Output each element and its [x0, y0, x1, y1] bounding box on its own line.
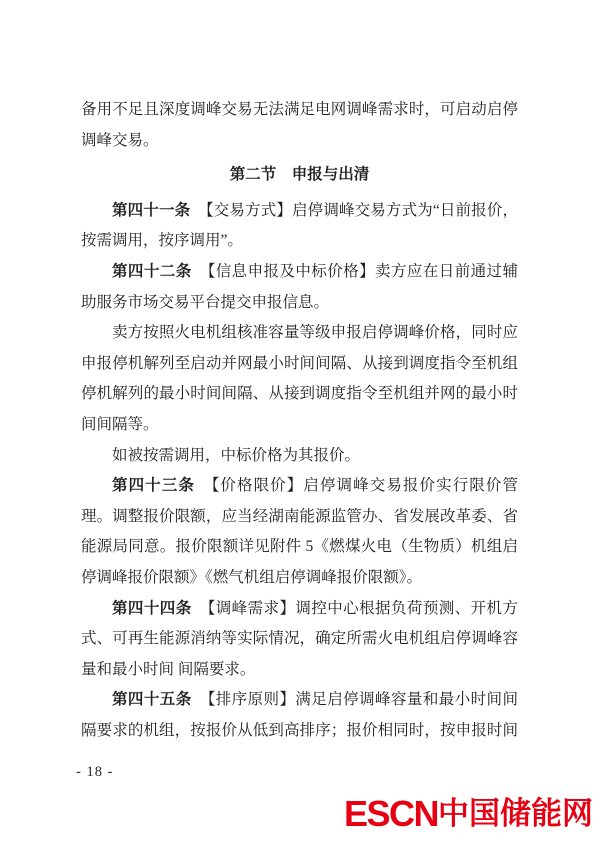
article-number: 第四十一条 [112, 201, 206, 219]
text-line [81, 257, 518, 288]
logo-cjk-text: 中国储能网 [438, 796, 593, 831]
text-line [81, 318, 518, 349]
text-line [81, 532, 518, 563]
logo-latin-text: ESCN [343, 793, 438, 834]
text-line [81, 563, 518, 594]
text-segment: 停机解列的最小时间间隔、从接到调度指令至机组并网的最小时 [81, 385, 518, 403]
text-segment: 式、可再生能源消纳等实际情况，确定所需火电机组启停调峰容 [81, 630, 518, 648]
text-segment: 备用不足且深度调峰交易无法满足电网调峰需求时，可启动启停 [81, 101, 518, 118]
text-segment: 【信息申报及中标价格】卖方应在日前通过辅 [207, 262, 518, 280]
text-segment: 【价格限价】启停调峰交易报价实行限价管 [211, 477, 518, 495]
text-segment: 助服务市场交易平台提交申报信息。 [81, 293, 330, 311]
text-segment: 停调峰报价限额》《燃气机组启停调峰报价限额》。 [81, 568, 423, 586]
text-line [81, 95, 518, 126]
text-segment: 【调峰需求】调控中心根据负荷预测、开机方 [207, 599, 518, 617]
text-line [81, 196, 518, 227]
section-heading [81, 160, 518, 191]
article-number: 第四十五条 [112, 691, 208, 709]
text-line [81, 226, 518, 257]
text-segment: 调峰交易。 [81, 131, 159, 149]
text-line [81, 410, 518, 441]
text-line [81, 655, 518, 686]
text-segment: 能源局同意。报价限额详见附件 5《燃煤火电（生物质）机组启 [81, 538, 518, 556]
text-segment: 理。调整报价限额，应当经湖南能源监管办、省发展改革委、省 [81, 507, 518, 525]
text-segment: 【交易方式】启停调峰交易方式为“日前报价， [205, 201, 518, 219]
text-line [81, 685, 518, 716]
escn-logo [344, 795, 593, 833]
text-line [81, 716, 518, 747]
text-segment: 【排序原则】满足启停调峰容量和最小时间间 [207, 691, 518, 709]
text-line [81, 594, 518, 625]
text-line [81, 349, 518, 380]
article-number: 第四十二条 [112, 262, 208, 280]
text-line [81, 471, 518, 502]
text-segment: 间间隔等。 [81, 415, 159, 433]
text-line [81, 379, 518, 410]
text-segment: 量和最小时间 间隔要求。 [81, 660, 256, 678]
text-line [81, 441, 518, 472]
text-segment: 按需调用，按序调用”。 [81, 232, 243, 250]
text-segment: 申报停机解列至启动并网最小时间间隔、从接到调度指令至机组 [81, 354, 518, 372]
article-number: 第二节 申报与出清 [229, 166, 370, 184]
text-line [81, 288, 518, 319]
document-lines [81, 95, 518, 746]
page-number: - 18 - [76, 764, 114, 780]
article-number: 第四十四条 [112, 599, 208, 617]
article-number: 第四十三条 [112, 477, 212, 495]
text-line [81, 624, 518, 655]
text-segment: 如被按需调用，中标价格为其报价。 [112, 446, 361, 464]
text-segment: 卖方按照火电机组核准容量等级申报启停调峰价格，同时应 [112, 324, 518, 342]
text-line [81, 126, 518, 157]
text-segment: 隔要求的机组，按报价从低到高排序；报价相同时，按申报时间 [81, 721, 518, 739]
text-line [81, 502, 518, 533]
